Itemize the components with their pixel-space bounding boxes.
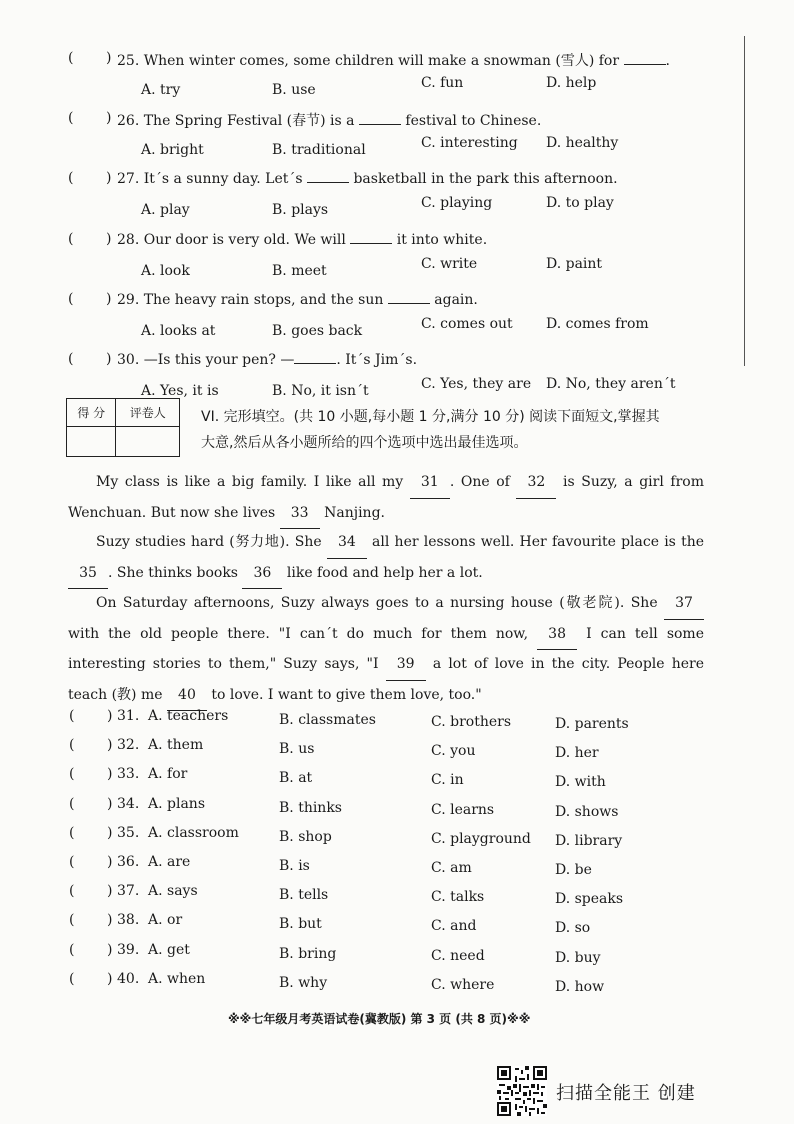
- answer-paren-open: (: [68, 110, 74, 127]
- option-b: B. tells: [279, 887, 329, 904]
- question-text: . It´s Jim´s.: [336, 352, 418, 368]
- option-a: A. bright: [141, 142, 204, 159]
- option-a: A. for: [148, 766, 188, 783]
- answer-slot[interactable]: [78, 289, 104, 309]
- answer-paren-close: ): [107, 883, 113, 900]
- question-number: 30.: [117, 352, 144, 368]
- question-number: 35.: [117, 824, 140, 841]
- answer-paren-close: ): [106, 230, 112, 247]
- answer-paren-close: ): [106, 290, 112, 307]
- question-number: 28.: [117, 231, 144, 248]
- passage-blank-35: 35: [68, 559, 108, 590]
- option-d: D. be: [555, 862, 592, 878]
- option-d: D. healthy: [546, 135, 619, 152]
- page-edge-line: [744, 36, 745, 366]
- answer-slot[interactable]: [79, 794, 105, 814]
- answer-slot[interactable]: [79, 764, 105, 784]
- answer-paren-open: (: [69, 824, 75, 841]
- question-text: .: [665, 53, 670, 69]
- answer-paren-open: (: [69, 737, 75, 754]
- passage-text: Nanjing.: [319, 504, 385, 521]
- passage-text: with the old people there. "I can´t do much for them now,: [68, 625, 538, 642]
- question-number: 37.: [117, 883, 140, 900]
- option-d: D. parents: [555, 716, 629, 732]
- grader-header: 评卷人: [116, 399, 180, 427]
- option-a: A. says: [148, 883, 198, 900]
- fill-blank: [624, 52, 666, 65]
- scanner-brand-watermark: 扫描全能王 创建: [556, 1083, 696, 1104]
- option-b: B. at: [279, 770, 313, 787]
- question-number: 40.: [117, 970, 140, 987]
- answer-paren-close: ): [107, 912, 113, 929]
- option-a: A. Yes, it is: [141, 383, 219, 399]
- passage-blank-31: 31: [410, 468, 450, 499]
- answer-paren-open: (: [68, 50, 74, 66]
- answer-slot[interactable]: [78, 229, 104, 249]
- passage-paragraph-2: [68, 528, 704, 589]
- answer-paren-open: (: [68, 290, 74, 307]
- answer-paren-open: (: [69, 883, 75, 900]
- answer-paren-open: (: [68, 230, 74, 247]
- option-b: B. plays: [272, 202, 329, 219]
- passage-text: My class is like a big family. I like all my: [96, 474, 410, 490]
- passage-blank-37: 37: [664, 589, 704, 620]
- answer-paren-open: (: [69, 795, 75, 812]
- answer-paren-close: ): [107, 795, 113, 812]
- option-b: B. thinks: [279, 799, 342, 816]
- option-a: A. or: [148, 912, 183, 929]
- answer-paren-close: ): [107, 766, 113, 783]
- option-d: D. with: [555, 774, 606, 791]
- question-text: The Spring Festival (春节) is a: [143, 113, 359, 130]
- option-b: B. use: [272, 82, 316, 98]
- answer-slot[interactable]: [78, 349, 104, 369]
- answer-slot[interactable]: [78, 168, 104, 188]
- answer-paren-close: ): [106, 50, 112, 66]
- option-a: A. when: [148, 970, 206, 987]
- question-number: 27.: [117, 171, 144, 188]
- option-d: D. speaks: [555, 891, 624, 908]
- option-c: C. am: [431, 860, 472, 876]
- fill-blank: [350, 231, 392, 244]
- question-number: 38.: [117, 912, 140, 929]
- option-b: B. but: [279, 916, 322, 933]
- passage-text: all her lessons well. Her favourite place is the: [366, 534, 704, 550]
- option-a: A. plans: [148, 795, 205, 812]
- answer-slot[interactable]: [79, 706, 105, 726]
- question-text: The heavy rain stops, and the sun: [143, 291, 388, 308]
- option-c: C. playground: [431, 830, 531, 847]
- option-c: C. talks: [431, 889, 485, 906]
- option-a: A. teachers: [148, 708, 229, 724]
- option-b: B. is: [279, 858, 310, 874]
- passage-paragraph-3: [68, 589, 704, 711]
- section-title: VI. 完形填空。(共 10 小题,每小题 1 分,满分 10 分) 阅读下面短文,掌握其: [201, 409, 660, 425]
- answer-slot[interactable]: [79, 881, 105, 901]
- question-text: It´s a sunny day. Let´s: [143, 171, 308, 188]
- option-b: B. meet: [272, 262, 327, 279]
- option-b: B. No, it isn´t: [272, 383, 369, 399]
- question-number: 39.: [117, 941, 140, 958]
- passage-text: On Saturday afternoons, Suzy always goes to a nursing house (敬老院). She: [96, 595, 664, 611]
- question-number: 33.: [117, 766, 140, 783]
- option-a: A. try: [141, 82, 181, 98]
- passage-blank-33: 33: [280, 499, 320, 530]
- score-cell[interactable]: [67, 427, 116, 457]
- answer-paren-close: ): [107, 737, 113, 754]
- option-c: C. and: [431, 918, 477, 935]
- option-c: C. Yes, they are: [421, 376, 532, 392]
- option-d: D. comes from: [546, 315, 649, 332]
- option-a: A. get: [148, 941, 190, 958]
- question-number: 26.: [117, 113, 144, 130]
- question-text: —Is this your pen? —: [143, 352, 295, 368]
- passage-text: a lot of love in the city. People here teach (教) me: [68, 656, 704, 703]
- passage-blank-32: 32: [516, 468, 556, 499]
- answer-paren-close: ): [107, 941, 113, 958]
- answer-paren-close: ): [107, 854, 113, 870]
- option-d: D. so: [555, 920, 591, 937]
- question-stem: [117, 170, 618, 187]
- option-c: C. brothers: [431, 714, 512, 730]
- answer-paren-open: (: [69, 912, 75, 929]
- option-b: B. goes back: [272, 322, 363, 339]
- passage-text: Suzy studies hard (努力地). She: [96, 534, 327, 550]
- fill-blank: [388, 291, 430, 304]
- qr-code-icon: [497, 1066, 547, 1116]
- passage-text: like food and help her a lot.: [282, 564, 483, 581]
- question-stem: [117, 50, 670, 70]
- option-c: C. learns: [431, 801, 495, 818]
- section-instruction: 大意,然后从各小题所给的四个选项中选出最佳选项。: [201, 435, 528, 451]
- option-b: B. bring: [279, 945, 337, 962]
- passage-text: to love. I want to give them love, too.": [206, 686, 482, 703]
- option-c: C. in: [431, 772, 464, 789]
- question-number: 25.: [117, 53, 144, 69]
- passage-blank-34: 34: [327, 528, 367, 559]
- option-d: D. library: [555, 832, 623, 849]
- fill-blank: [359, 112, 401, 125]
- answer-slot[interactable]: [78, 48, 104, 68]
- option-a: A. classroom: [148, 824, 239, 841]
- answer-paren-open: (: [69, 708, 75, 724]
- answer-paren-open: (: [69, 970, 75, 987]
- option-d: D. No, they aren´t: [546, 376, 676, 392]
- question-text: basketball in the park this afternoon.: [349, 171, 618, 188]
- passage-paragraph-1: [68, 468, 704, 529]
- passage-blank-38: 38: [537, 620, 577, 651]
- grader-cell[interactable]: [116, 427, 180, 457]
- option-b: B. why: [279, 974, 328, 991]
- answer-paren-close: ): [107, 970, 113, 987]
- question-number: 31.: [117, 708, 140, 724]
- fill-blank: [294, 351, 336, 364]
- option-c: C. write: [421, 255, 478, 272]
- question-number: 36.: [117, 854, 140, 870]
- option-d: D. how: [555, 978, 605, 995]
- option-d: D. buy: [555, 949, 601, 966]
- answer-paren-close: ): [106, 170, 112, 187]
- question-text: When winter comes, some children will make a snowman (雪人) for: [143, 53, 624, 69]
- option-b: B. traditional: [272, 142, 366, 159]
- passage-text: . One of: [449, 474, 517, 490]
- passage-blank-39: 39: [386, 650, 426, 681]
- option-c: C. fun: [421, 75, 464, 91]
- option-b: B. us: [279, 741, 315, 758]
- passage-text: is Suzy, a girl from Wenchuan. But now she lives: [68, 474, 704, 521]
- answer-paren-open: (: [68, 170, 74, 187]
- page-footer: ※※七年级月考英语试卷(冀教版) 第 3 页 (共 8 页)※※: [228, 1012, 531, 1026]
- passage-text: . She thinks books: [108, 564, 243, 581]
- score-header: 得 分: [67, 399, 116, 427]
- fill-blank: [307, 170, 349, 183]
- answer-paren-open: (: [68, 351, 74, 367]
- question-stem: [117, 231, 487, 248]
- question-text: festival to Chinese.: [400, 113, 542, 130]
- option-b: B. shop: [279, 828, 332, 845]
- question-number: 29.: [117, 291, 144, 308]
- question-stem: [117, 110, 541, 130]
- answer-paren-close: ): [107, 708, 113, 724]
- passage-text: I can tell some interesting stories to them," Suzy says, "I: [68, 625, 704, 672]
- option-c: C. need: [431, 947, 485, 964]
- question-text: again.: [429, 291, 478, 308]
- passage-blank-40: 40: [167, 681, 207, 712]
- answer-slot[interactable]: [79, 852, 105, 872]
- answer-slot[interactable]: [78, 108, 104, 128]
- answer-paren-close: ): [107, 824, 113, 841]
- answer-paren-open: (: [69, 854, 75, 870]
- option-a: A. play: [141, 202, 190, 219]
- answer-slot[interactable]: [79, 910, 105, 930]
- answer-paren-close: ): [106, 110, 112, 127]
- option-c: C. where: [431, 976, 495, 993]
- answer-slot[interactable]: [79, 735, 105, 755]
- question-text: Our door is very old. We will: [143, 231, 351, 248]
- option-d: D. to play: [546, 195, 614, 212]
- option-d: D. paint: [546, 255, 603, 272]
- question-stem: [117, 291, 478, 308]
- option-c: C. playing: [421, 195, 493, 212]
- score-table: [66, 398, 180, 457]
- option-d: D. help: [546, 75, 597, 91]
- answer-slot[interactable]: [79, 940, 105, 960]
- answer-paren-close: ): [106, 351, 112, 367]
- question-number: 32.: [117, 737, 140, 754]
- answer-slot[interactable]: [79, 823, 105, 843]
- option-c: C. you: [431, 743, 476, 760]
- option-b: B. classmates: [279, 712, 376, 728]
- option-a: A. look: [141, 262, 190, 279]
- option-a: A. them: [148, 737, 204, 754]
- answer-slot[interactable]: [79, 969, 105, 989]
- question-number: 34.: [117, 795, 140, 812]
- question-stem: [117, 351, 417, 368]
- option-c: C. comes out: [421, 315, 513, 332]
- option-d: D. shows: [555, 803, 619, 820]
- option-d: D. her: [555, 745, 599, 762]
- option-a: A. looks at: [141, 322, 216, 339]
- answer-paren-open: (: [69, 766, 75, 783]
- passage-blank-36: 36: [242, 559, 282, 590]
- option-c: C. interesting: [421, 135, 518, 152]
- question-text: it into white.: [392, 231, 488, 248]
- answer-paren-open: (: [69, 941, 75, 958]
- option-a: A. are: [148, 854, 191, 870]
